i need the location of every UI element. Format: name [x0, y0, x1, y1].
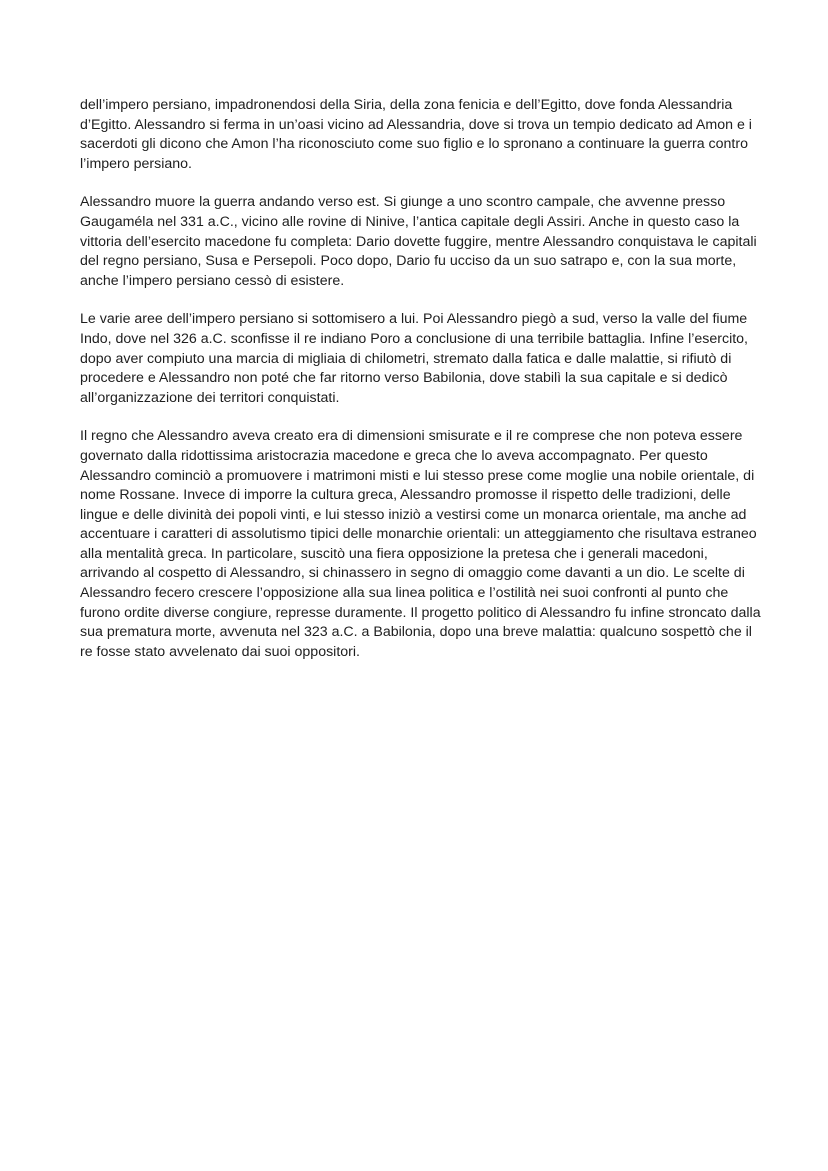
paragraph-2 [80, 193, 760, 291]
text-line: governato dalla ridottissima aristocrazia macedone e greca che lo aveva accompagnato. Per questo [80, 447, 708, 464]
paragraph-3 [80, 310, 760, 408]
text-line: sacerdoti gli dicono che Amon l’ha riconosciuto come suo figlio e lo spronano a continuare la guerra contro [80, 136, 748, 153]
text-line: nome Rossane. Invece di imporre la cultura greca, Alessandro promosse il rispetto delle tradizioni, delle [80, 487, 731, 504]
text-line: all’organizzazione dei territori conquistati. [80, 389, 340, 406]
text-line: anche l’impero persiano cessò di esistere. [80, 272, 345, 289]
text-line: procedere e Alessandro non poté che far ritorno verso Babilonia, dove stabilì la sua capitale e si dedicò [80, 370, 728, 387]
text-line: furono ordite diverse congiure, represse duramente. Il progetto politico di Alessandro fu infine stroncato dalla [80, 604, 761, 621]
paragraph-4 [80, 427, 760, 662]
text-line: Alessandro cominciò a promuovere i matrimoni misti e lui stesso prese come moglie una nobile orientale, di [80, 467, 755, 484]
text-line: d’Egitto. Alessandro si ferma in un’oasi vicino ad Alessandria, dove si trova un tempio dedicato ad Amon e i [80, 116, 752, 133]
text-line: dopo aver compiuto una marcia di migliaia di chilometri, stremato dalla fatica e dalle malattie, si rifiutò di [80, 350, 732, 367]
text-line: Alessandro muore la guerra andando verso est. Si giunge a uno scontro campale, che avvenne presso [80, 194, 726, 211]
text-line: dell’impero persiano, impadronendosi della Siria, della zona fenicia e dell’Egitto, dove fonda Alessandria [80, 97, 733, 113]
text-line: del regno persiano, Susa e Persepoli. Poco dopo, Dario fu ucciso da un suo satrapo e, con la sua morte, [80, 253, 737, 270]
text-line: lingue e delle divinità dei popoli vinti, e lui stesso iniziò a vestirsi come un monarca orientale, ma anche ad [80, 506, 747, 523]
text-line: alla mentalità greca. In particolare, suscitò una fiera opposizione la pretesa che i generali macedoni, [80, 545, 708, 562]
document-body [80, 96, 760, 681]
text-line: sua prematura morte, avvenuta nel 323 a.C. a Babilonia, dopo una breve malattia: qualcuno sospettò che il [80, 624, 752, 641]
text-line: l’impero persiano. [80, 155, 192, 172]
text-line: Alessandro fecero crescere l’opposizione alla sua linea politica e l’ostilità nei suoi confronti al punto che [80, 585, 729, 602]
text-line: arrivando al cospetto di Alessandro, si chinassero in segno di omaggio come davanti a un dio. Le scelte di [80, 565, 745, 582]
text-line: Gaugaméla nel 331 a.C., vicino alle rovine di Ninive, l’antica capitale degli Assiri. Anche in questo caso la [80, 213, 740, 230]
text-line: Indo, dove nel 326 a.C. sconfisse il re indiano Poro a conclusione di una terribile battaglia. Infine l’esercito, [80, 330, 748, 347]
text-line: vittoria dell’esercito macedone fu completa: Dario dovette fuggire, mentre Alessandro conquistava le capitali [80, 233, 757, 250]
text-line: Il regno che Alessandro aveva creato era di dimensioni smisurate e il re comprese che non poteva essere [80, 428, 743, 445]
paragraph-1 [80, 96, 760, 174]
text-line: Le varie aree dell’impero persiano si sottomisero a lui. Poi Alessandro piegò a sud, verso la valle del fiume [80, 311, 748, 328]
text-line: accentuare i caratteri di assolutismo tipici delle monarchie orientali: un atteggiamento che risultava estraneo [80, 526, 757, 543]
text-line: re fosse stato avvelenato dai suoi oppositori. [80, 643, 360, 660]
